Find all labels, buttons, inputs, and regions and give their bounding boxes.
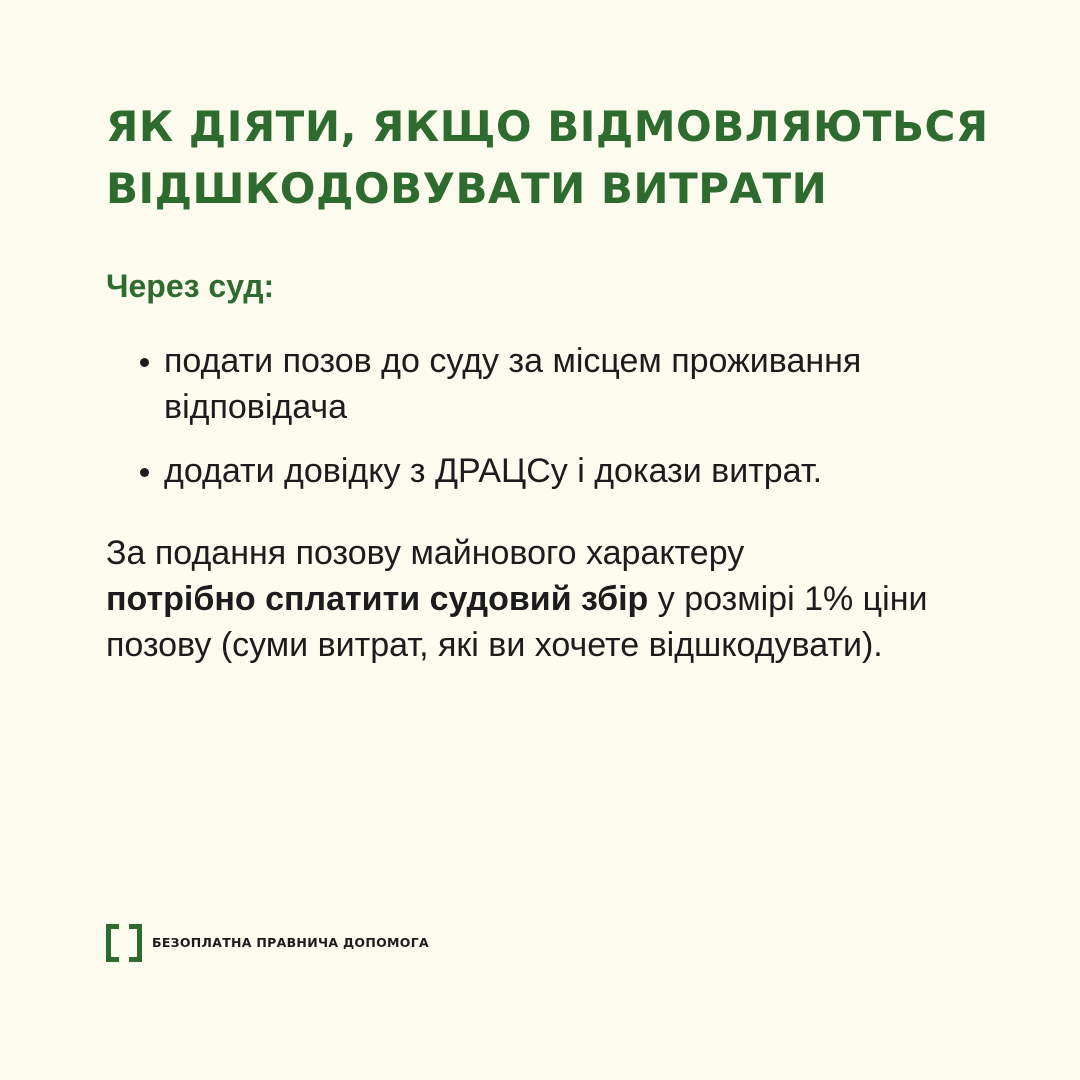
footer-brand bbox=[106, 926, 429, 958]
bullet-list bbox=[106, 338, 986, 512]
title-line-2: ВІДШКОДОВУВАТИ ВИТРАТИ bbox=[106, 164, 828, 213]
list-item bbox=[106, 338, 986, 430]
fee-paragraph bbox=[106, 530, 1006, 668]
paragraph-line-3: позову (суми витрат, які ви хочете відшкодувати). bbox=[106, 626, 883, 664]
org-name: БЕЗОПЛАТНА ПРАВНИЧА ДОПОМОГА bbox=[152, 934, 429, 950]
bullet-icon bbox=[140, 468, 149, 477]
title-line-1: ЯК ДІЯТИ, ЯКЩО ВІДМОВЛЯЮТЬСЯ bbox=[106, 102, 989, 151]
page-title bbox=[106, 96, 1006, 220]
paragraph-line-2 bbox=[106, 576, 1006, 622]
list-item-text: подати позов до суду за місцем проживання відповідача bbox=[164, 342, 862, 426]
list-item bbox=[106, 448, 986, 494]
paragraph-bold-text: потрібно сплатити судовий збір bbox=[106, 580, 649, 618]
paragraph-line-1: За подання позову майнового характеру bbox=[106, 534, 745, 572]
list-item-text: додати довідку з ДРАЦСу і докази витрат. bbox=[164, 452, 823, 490]
paragraph-line-2-rest: у розмірі 1% ціни bbox=[648, 580, 928, 618]
bracket-logo-icon bbox=[106, 926, 142, 958]
bullet-icon bbox=[140, 358, 149, 367]
section-subtitle: Через суд: bbox=[106, 268, 275, 304]
